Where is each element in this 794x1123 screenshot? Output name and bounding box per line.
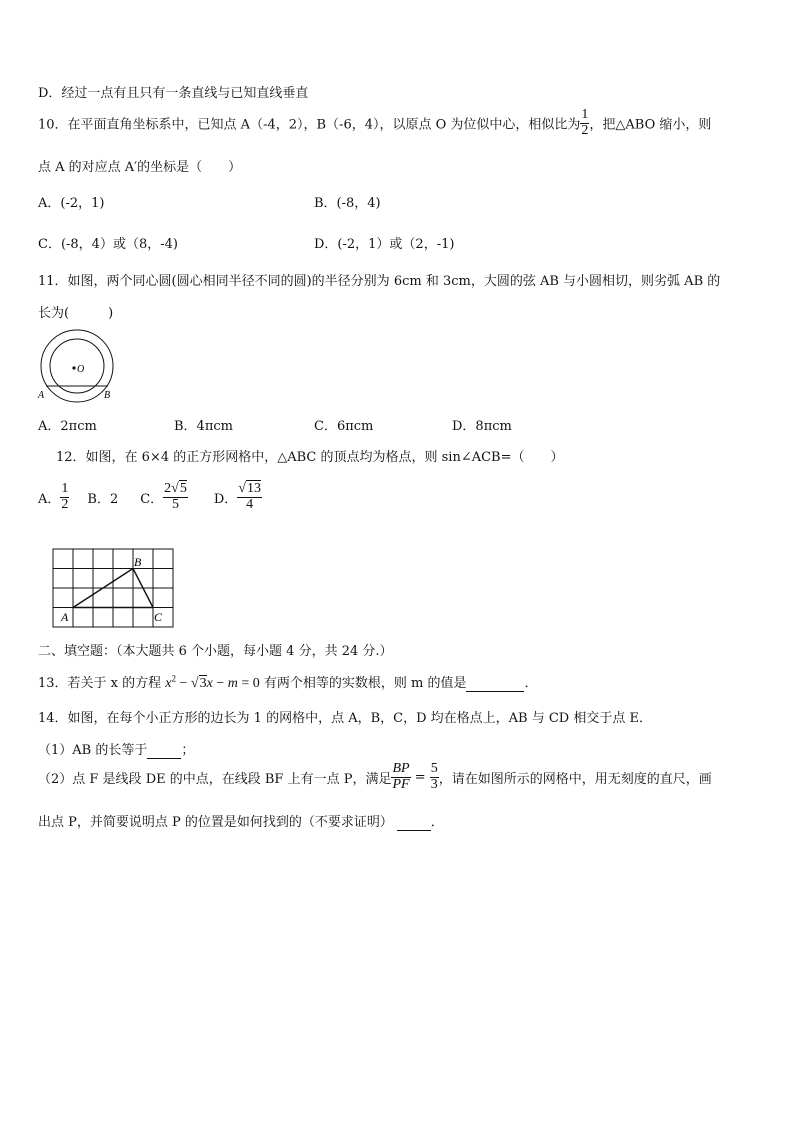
q12-option-c-fraction [163,482,188,512]
q14-part-2-line2 [38,811,444,831]
q14-frac-denominator: PF [392,776,410,792]
q14-part-2-text-c: 出点 P，并简要说明点 P 的位置是如何找到的（不要求证明） [38,815,393,830]
q14-part-2-line1 [38,762,712,792]
q12-option-b: B．2 [87,491,119,507]
q10-ratio-denominator: 2 [581,122,589,138]
q10-ratio-numerator: 1 [581,107,589,122]
q13-eq-x-squared: x [165,676,172,691]
q14-part-1-blank[interactable] [147,743,181,759]
q10-stem-text-a: 10．在平面直角坐标系中，已知点 A（-4，2），B（-6，4），以原点 O 为位似中心，相似比为 [38,117,581,133]
q10-stem-line2: 点 A 的对应点 A′的坐标是（ ） [38,160,242,175]
q13-answer-blank[interactable] [466,676,524,692]
q10-option-c: C．(-8，4）或（8，-4) [38,237,178,252]
q11-option-b: B．4πcm [174,419,233,434]
q12-option-a-label: A． [38,491,61,507]
q11-label-a: A [38,390,45,401]
q11-label-o: O [77,364,85,375]
q12-option-d-denominator: 4 [246,496,254,512]
q11-option-c: C．6πcm [314,419,374,434]
q12-option-d-fraction [237,482,262,512]
q12-option-a-numerator: 1 [61,481,69,496]
q14-part-2-blank[interactable] [397,815,431,831]
q14-equals: = [410,769,430,785]
q10-option-b: B．(-8，4) [314,196,381,211]
q13-eq-exponent: 2 [171,673,176,684]
q9-option-d: D．经过一点有且只有一条直线与已知直线垂直 [38,86,309,101]
q13-eq-minus-1: − [176,676,191,691]
q12-option-c-numerator: 2√5 [164,481,187,496]
q10-stem-line1 [38,108,711,138]
q13-prefix: 13．若关于 x 的方程 [38,676,162,691]
q11-stem-line2: 长为( ) [38,306,114,321]
q11-option-d: D．8πcm [452,419,512,434]
q11-stem-line1: 11．如图，两个同心圆(圆心相同半径不同的圆)的半径分别为 6cm 和 3cm，大圆的弦 AB 与小圆相切，则劣弧 AB 的 [38,274,721,289]
q13-equation [165,673,260,691]
q12-option-d-radicand: 13 [246,481,261,496]
q13-eq-equals-zero: = 0 [237,676,260,691]
q12-option-a-denominator: 2 [61,496,69,512]
q13-eq-minus-2: − [212,676,228,691]
q14-part-2-text-b: ，请在如图所示的网格中，用无刻度的直尺，画 [438,771,712,787]
section-2-title: 二、填空题：（本大题共 6 个小题，每小题 4 分，共 24 分.） [38,644,393,659]
q12-label-a: A [61,610,69,624]
q13-eq-radicand: 3 [199,676,207,691]
q14-bp-pf-fraction [391,762,410,792]
q10-option-a: A．(-2，1) [38,196,105,211]
q13-eq-x: x [206,676,213,691]
q14-value-denominator: 3 [430,776,438,792]
q13-stem [38,672,538,692]
q14-part-2-text-a: （2）点 F 是线段 DE 的中点，在线段 BF 上有一点 P，满足 [38,771,392,787]
q12-option-c-label: C． [140,491,164,507]
q11-option-a: A．2πcm [38,419,97,434]
q14-part-1-text: （1）AB 的长等于 [38,743,148,758]
q11-concentric-circles-figure [34,328,124,404]
q12-stem: 12．如图，在 6×4 的正方形网格中，△ABC 的顶点均为格点，则 sin∠ACB=（ ） [56,450,564,465]
q12-options [38,482,262,512]
q12-label-c: C [154,610,163,624]
q12-option-c-radicand: 5 [179,481,187,496]
q13-end: ． [524,676,538,691]
q11-center-point [72,366,75,369]
q10-stem-text-b: ，把△ABO 缩小，则 [589,117,712,133]
q12-option-c-coef: 2 [164,481,172,496]
q14-value-fraction [430,762,439,792]
q14-part-2-end: ． [430,815,444,830]
q12-option-c-denominator: 5 [172,496,180,512]
q11-label-b: B [104,390,111,401]
q12-label-b: B [134,555,142,569]
q12-option-d-numerator: √13 [238,481,261,496]
q13-eq-sqrt-sign: √ [190,676,199,691]
q12-option-d-label: D． [213,491,238,507]
q12-grid-figure [50,546,180,630]
q14-frac-numerator: BP [392,761,410,776]
q12-option-a-fraction [60,482,69,512]
q14-part-1-end: ； [181,743,195,758]
q14-value-numerator: 5 [430,761,438,776]
q13-suffix: 有两个相等的实数根，则 m 的值是 [263,676,467,691]
q14-stem: 14．如图，在每个小正方形的边长为 1 的网格中，点 A，B，C，D 均在格点上，AB 与 CD 相交于点 E． [38,711,652,726]
q10-option-d: D．(-2，1）或（2，-1) [314,237,455,252]
q13-eq-m: m [227,676,238,691]
q14-part-1 [38,739,194,759]
